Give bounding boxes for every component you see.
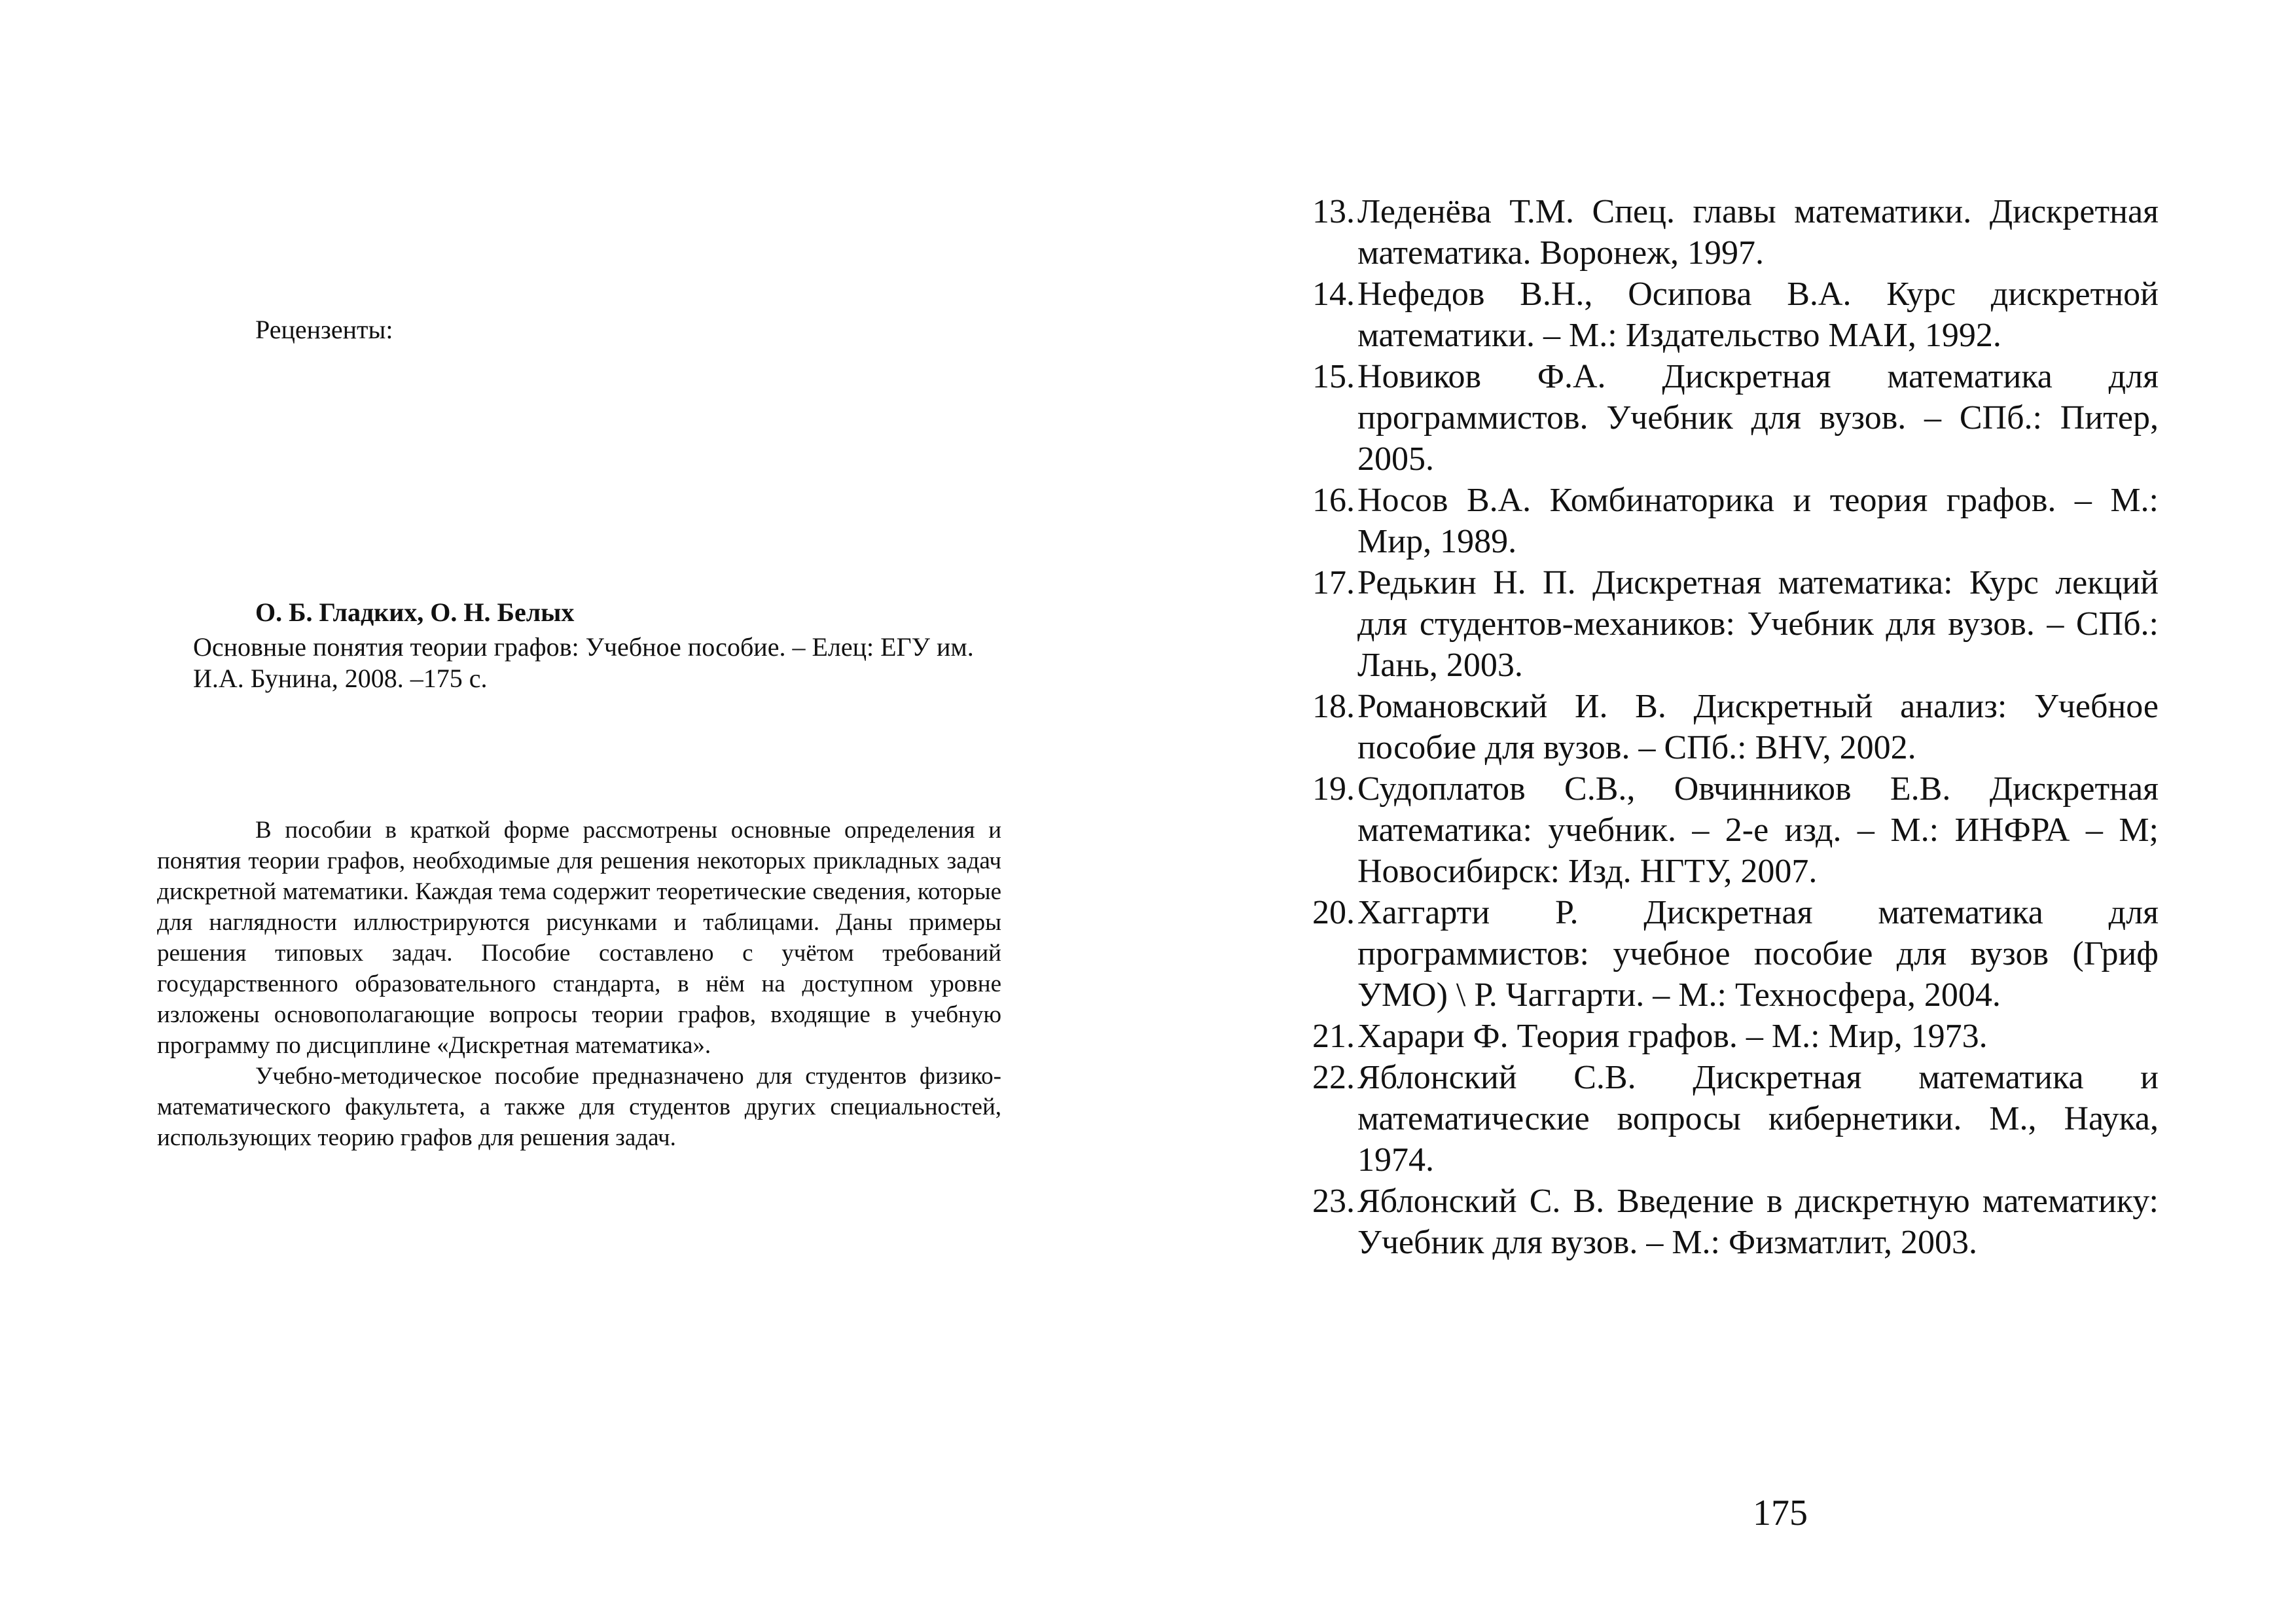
- page-number: 175: [1753, 1493, 1808, 1533]
- bibliography-number: 23.: [1312, 1183, 1355, 1220]
- abstract: [157, 815, 1001, 1153]
- bibliography-item: [1296, 191, 2159, 274]
- bibliography-text: Яблонский С. В. Введение в дискретную математику: Учебник для вузов. – М.: Физматлит, 2003.: [1357, 1183, 2159, 1261]
- bibliography-list: [1296, 191, 2159, 1263]
- bibliography-text: Романовский И. В. Дискретный анализ: Учебное пособие для вузов. – СПб.: BHV, 2002.: [1357, 688, 2159, 766]
- bibliography-item: [1296, 892, 2159, 1016]
- bibliography-number: 15.: [1312, 358, 1355, 395]
- bibliography-text: Судоплатов С.В., Овчинников Е.В. Дискретная математика: учебник. – 2-е изд. – М.: ИНФРА – М; Новосибирск: Изд. НГТУ, 2007.: [1357, 770, 2159, 890]
- bibliography-number: 21.: [1312, 1018, 1355, 1055]
- bibliography-number: 14.: [1312, 276, 1355, 313]
- bibliography-number: 17.: [1312, 564, 1355, 601]
- bibliography-number: 19.: [1312, 770, 1355, 808]
- bibliography-text: Нефедов В.Н., Осипова В.А. Курс дискретной математики. – М.: Издательство МАИ, 1992.: [1357, 276, 2159, 354]
- citation: Основные понятия теории графов: Учебное пособие. – Елец: ЕГУ им. И.А. Бунина, 2008. –175 с.: [193, 632, 974, 693]
- bibliography-text: Носов В.А. Комбинаторика и теория графов. – М.: Мир, 1989.: [1357, 482, 2159, 560]
- bibliography-item: [1296, 274, 2159, 356]
- right-page: [1148, 0, 2296, 1623]
- bibliography-item: [1296, 768, 2159, 892]
- bibliography-item: [1296, 1181, 2159, 1263]
- bibliography-number: 13.: [1312, 193, 1355, 230]
- bibliography-text: Леденёва Т.М. Спец. главы математики. Дискретная математика. Воронеж, 1997.: [1357, 193, 2159, 272]
- bibliography-text: Яблонский С.В. Дискретная математика и математические вопросы кибернетики. М., Наука, 1974.: [1357, 1059, 2159, 1179]
- bibliography-number: 22.: [1312, 1059, 1355, 1096]
- bibliography-item: [1296, 686, 2159, 768]
- bibliography-text: Харари Ф. Теория графов. – М.: Мир, 1973.: [1357, 1018, 1988, 1055]
- bibliography-number: 16.: [1312, 482, 1355, 519]
- bibliography-number: 20.: [1312, 894, 1355, 931]
- authors: О. Б. Гладких, О. Н. Белых: [255, 597, 575, 627]
- bibliography-item: [1296, 356, 2159, 480]
- bibliography-text: Новиков Ф.А. Дискретная математика для программистов. Учебник для вузов. – СПб.: Питер, 2005.: [1357, 358, 2159, 478]
- bibliography-text: Редькин Н. П. Дискретная математика: Курс лекций для студентов-механиков: Учебник для вузов. – СПб.: Лань, 2003.: [1357, 564, 2159, 684]
- bibliography-item: [1296, 1057, 2159, 1181]
- reviewers-label: Рецензенты:: [255, 315, 393, 344]
- bibliography-item: [1296, 480, 2159, 562]
- bibliography-number: 18.: [1312, 688, 1355, 725]
- bibliography-item: [1296, 1016, 2159, 1057]
- abstract-paragraph: В пособии в краткой форме рассмотрены основные определения и понятия теории графов, необходимые для решения некоторых прикладных задач дискретной математики. Каждая тема содержит теоретические сведения, которые для наглядности иллюстрируются рисунками и таблицами. Даны примеры решения типовых задач. Пособие составлено с учётом требований государственного образовательного стандарта, в нём на доступном уровне изложены основополагающие вопросы теории графов, входящие в учебную программу по дисциплине «Дискретная математика».: [157, 817, 1001, 1059]
- bibliography-text: Хаггарти Р. Дискретная математика для программистов: учебное пособие для вузов (Гриф УМО) \ Р. Чаггарти. – М.: Техносфера, 2004.: [1357, 894, 2159, 1014]
- bibliography-item: [1296, 562, 2159, 686]
- abstract-paragraph: Учебно-методическое пособие предназначено для студентов физико-математического факультета, а также для студентов других специальностей, использующих теорию графов для решения задач.: [157, 1063, 1001, 1151]
